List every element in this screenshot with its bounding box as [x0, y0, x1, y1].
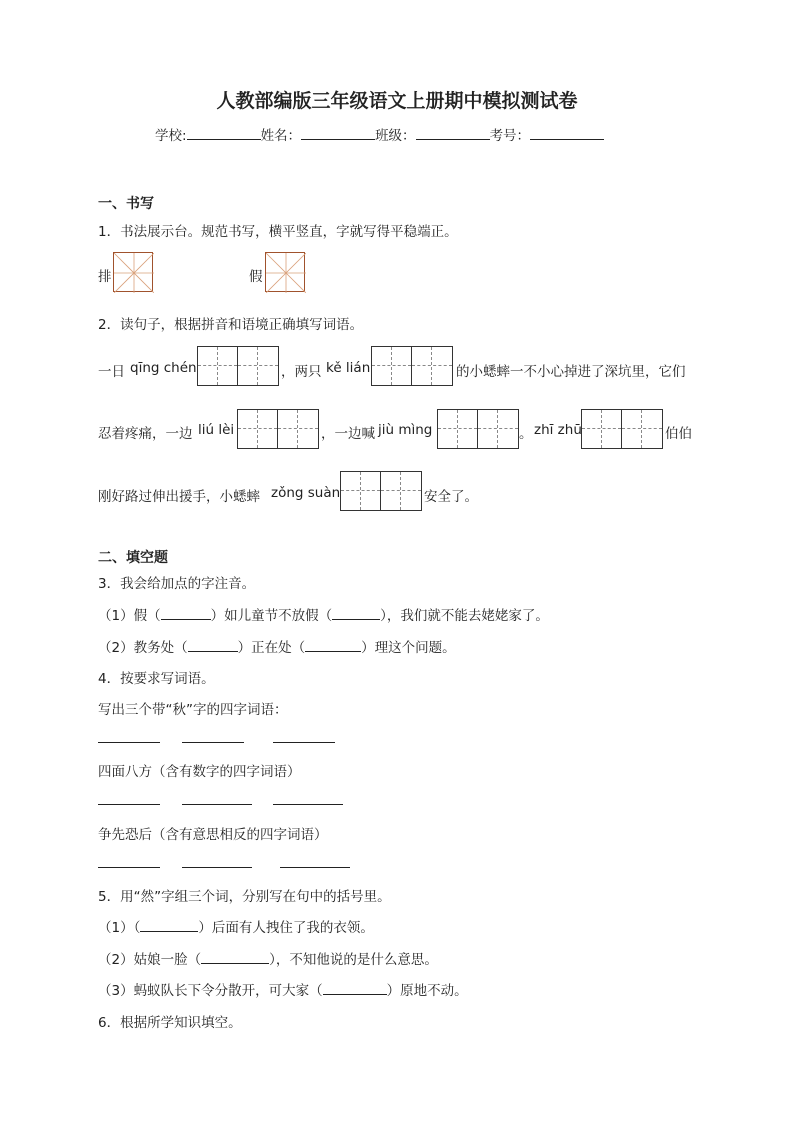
q2-text-1c: 的小蟋蟀一不小心掉进了深坑里，它们: [456, 364, 686, 380]
question-1: 1．书法展示台。规范书写，横平竖直，字就写得平稳端正。: [98, 224, 458, 240]
q2-text-3b: 安全了。: [424, 489, 478, 505]
rice-grid-icon: [114, 253, 154, 293]
pinyin-zongsuan: zǒng suàn: [271, 485, 341, 501]
student-info-row: [155, 124, 604, 144]
school-field[interactable]: [187, 125, 261, 140]
q5-1-blank[interactable]: [140, 919, 198, 932]
q5-3-blank[interactable]: [323, 982, 387, 995]
q2-text-2c: 。: [519, 426, 533, 442]
answer-grid-zhizhu[interactable]: [581, 409, 663, 449]
name-label: 姓名：: [260, 128, 302, 144]
section2-heading: 二、填空题: [98, 550, 168, 566]
exam-no-label: 考号：: [489, 128, 531, 144]
q4-prompt-b: 四面八方（含有数字的四字词语）: [98, 764, 301, 780]
writing-grid-2[interactable]: [265, 252, 305, 292]
pinyin-zhizhu: zhī zhū: [534, 422, 582, 438]
answer-grid-zongsuan[interactable]: [340, 471, 422, 511]
q5-item-1: （1）（ ）后面有人拽住了我的衣领。: [98, 920, 374, 936]
q4-b-blank-3[interactable]: [273, 804, 343, 805]
pinyin-jiuming: jiù mìng: [378, 422, 433, 438]
q2-text-2b: ，一边喊: [321, 426, 375, 442]
q4-c-blank-3[interactable]: [280, 867, 350, 868]
answer-grid-liulei[interactable]: [237, 409, 319, 449]
question-2: 2．读句子，根据拼音和语境正确填写词语。: [98, 317, 364, 333]
section1-heading: 一、书写: [98, 196, 154, 212]
question-4: 4．按要求写词语。: [98, 671, 215, 687]
question-6: 6．根据所学知识填空。: [98, 1015, 242, 1031]
q4-b-blank-2[interactable]: [182, 804, 252, 805]
q5-2-blank[interactable]: [201, 951, 269, 964]
q4-a-blank-2[interactable]: [182, 742, 244, 743]
q3-2-blank-b[interactable]: [305, 639, 361, 652]
q2-text-2d: 伯伯: [665, 426, 692, 442]
page-title: 人教部编版三年级语文上册期中模拟测试卷: [216, 90, 578, 112]
q4-prompt-c: 争先恐后（含有意思相反的四字词语）: [98, 827, 328, 843]
rice-grid-icon: [266, 253, 306, 293]
q5-item-3: （3）蚂蚁队长下令分散开，可大家（ ）原地不动。: [98, 983, 468, 999]
pinyin-qingchen: qīng chén: [130, 360, 197, 376]
pinyin-kelian: kě lián: [326, 360, 371, 376]
q2-text-2a: 忍着疼痛，一边: [98, 426, 193, 442]
answer-grid-jiuming[interactable]: [437, 409, 519, 449]
answer-grid-qingchen[interactable]: [197, 346, 279, 386]
class-label: 班级：: [375, 128, 416, 144]
question-5: 5．用“然”字组三个词，分别写在句中的括号里。: [98, 889, 391, 905]
q3-1-blank-b[interactable]: [332, 607, 380, 620]
q4-c-blank-2[interactable]: [182, 867, 252, 868]
q2-text-1b: ，两只: [281, 364, 322, 380]
writing-grid-1[interactable]: [113, 252, 153, 292]
pinyin-liulei: liú lèi: [198, 422, 235, 438]
char-1: 排: [98, 269, 112, 285]
q3-item-2: （2）教务处（ ）正在处（ ）理这个问题。: [98, 640, 456, 656]
q4-prompt-a: 写出三个带“秋”字的四字词语：: [98, 702, 288, 718]
name-field[interactable]: [301, 125, 375, 140]
class-field[interactable]: [416, 125, 490, 140]
q2-text-3a: 刚好路过伸出援手，小蟋蟀: [98, 489, 260, 505]
q3-item-1: （1）假（ ）如儿童节不放假（ ），我们就不能去姥姥家了。: [98, 608, 549, 624]
q4-a-blank-1[interactable]: [98, 742, 160, 743]
answer-grid-kelian[interactable]: [371, 346, 453, 386]
q4-c-blank-1[interactable]: [98, 867, 160, 868]
q3-2-blank-a[interactable]: [188, 639, 238, 652]
q3-1-blank-a[interactable]: [161, 607, 211, 620]
char-2: 假: [249, 269, 263, 285]
school-label: 学校:: [155, 128, 187, 144]
q5-item-2: （2）姑娘一脸（ ），不知他说的是什么意思。: [98, 952, 438, 968]
q4-b-blank-1[interactable]: [98, 804, 160, 805]
exam-no-field[interactable]: [530, 125, 604, 140]
question-3: 3．我会给加点的字注音。: [98, 576, 256, 592]
q2-text-1a: 一日: [98, 364, 125, 380]
q4-a-blank-3[interactable]: [273, 742, 335, 743]
